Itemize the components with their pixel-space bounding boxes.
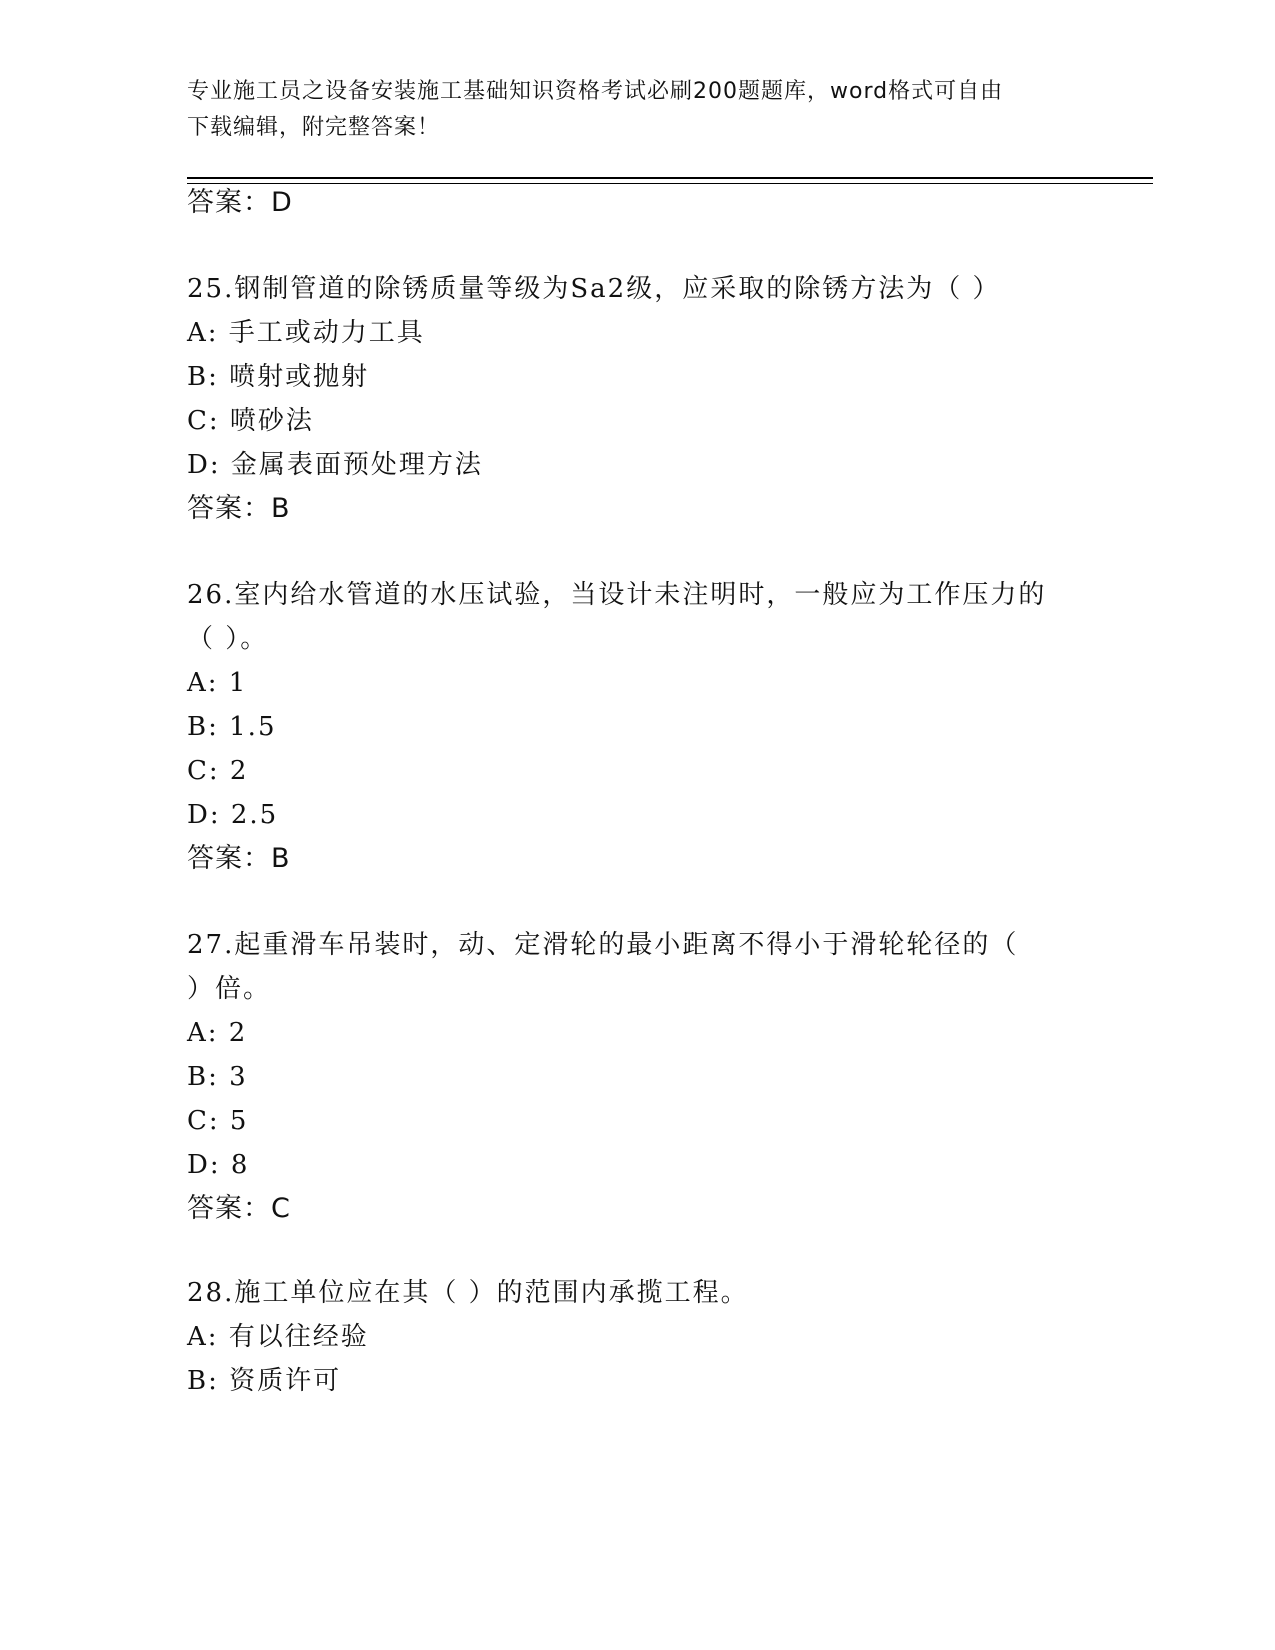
answer-26: 答案：B (187, 843, 291, 874)
question-25-option-d: D: 金属表面预处理方法 (187, 450, 483, 480)
question-27-stem-line-1: 27.起重滑车吊装时，动、定滑轮的最小距离不得小于滑轮轮径的（ (187, 930, 1019, 960)
question-26-option-b: B: 1.5 (187, 712, 277, 742)
answer-24: 答案：D (187, 187, 293, 218)
question-27-stem-line-2: ）倍。 (187, 974, 272, 1004)
question-27-option-d: D: 8 (187, 1150, 250, 1180)
question-26-option-d: D: 2.5 (187, 800, 279, 830)
document-header (187, 74, 1067, 146)
question-26-option-c: C: 2 (187, 756, 249, 786)
question-25-option-c: C: 喷砂法 (187, 406, 314, 436)
question-26-stem-line-1: 26.室内给水管道的水压试验，当设计未注明时，一般应为工作压力的 (187, 580, 1047, 610)
header-title-line-1: 专业施工员之设备安装施工基础知识资格考试必刷200题题库，word格式可自由 (187, 79, 1004, 104)
header-divider-thin (187, 183, 1153, 184)
answer-27: 答案：C (187, 1193, 291, 1224)
question-28-option-a: A: 有以往经验 (187, 1322, 369, 1352)
answer-25: 答案：B (187, 493, 291, 524)
question-27-option-b: B: 3 (187, 1062, 248, 1092)
header-title-line-2: 下载编辑，附完整答案！ (187, 115, 441, 140)
header-divider-thick (187, 177, 1153, 179)
question-25-stem: 25.钢制管道的除锈质量等级为Sa2级，应采取的除锈方法为（ ） (187, 274, 1001, 304)
question-27-option-a: A: 2 (187, 1018, 248, 1048)
question-25-option-a: A: 手工或动力工具 (187, 318, 425, 348)
question-27-option-c: C: 5 (187, 1106, 249, 1136)
question-28-stem: 28.施工单位应在其（ ）的范围内承揽工程。 (187, 1278, 749, 1308)
question-26-option-a: A: 1 (187, 668, 248, 698)
question-28-option-b: B: 资质许可 (187, 1366, 342, 1396)
question-26-stem-line-2: （ ）。 (187, 624, 269, 654)
question-25-option-b: B: 喷射或抛射 (187, 362, 370, 392)
